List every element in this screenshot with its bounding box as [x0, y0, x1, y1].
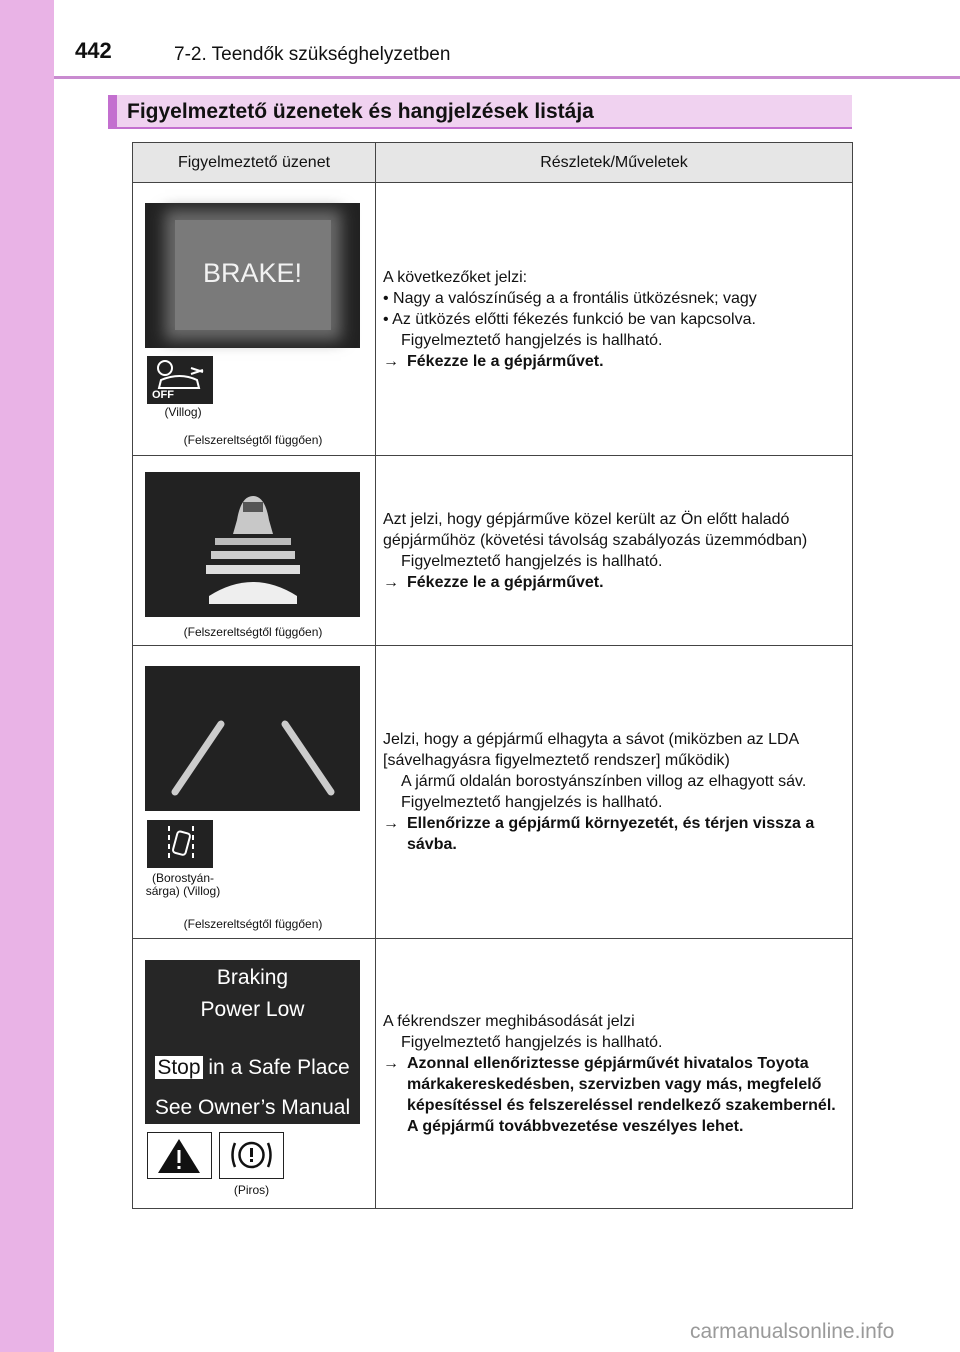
detail-action: → Ellenőrizze a gépjármű környezetét, és térjen vissza a sávba. [383, 815, 815, 853]
table-header-row [133, 143, 853, 183]
icon-caption: (Piros) [233, 1183, 270, 1197]
equipment-note: (Felszereltségtől függően) [183, 917, 323, 931]
detail-intro: A fékrendszer meghibásodását jelzi [383, 1012, 635, 1030]
brake-system-icon [219, 1132, 284, 1179]
table-row [133, 939, 853, 1209]
section-title-text: Figyelmeztető üzenetek és hangjelzések listája [127, 100, 594, 123]
side-tab [0, 0, 54, 1352]
table-row [133, 456, 853, 646]
warning-triangle-icon [147, 1132, 212, 1179]
table-row [133, 183, 853, 456]
pcs-off-icon [147, 356, 213, 404]
message-cell [133, 646, 376, 939]
icon-caption: (Borostyán-sárga) (Villog) [145, 871, 221, 898]
details-cell [376, 939, 853, 1209]
screen-line: Stop in a Safe Place [157, 1056, 350, 1079]
message-cell [133, 456, 376, 646]
page-header [54, 0, 960, 79]
lane-departure-screen [145, 666, 360, 811]
watermark: carmanualsonline.info [690, 1320, 895, 1343]
detail-sound: Figyelmeztető hangjelzés is hallható. [401, 1033, 663, 1051]
detail-sound: Figyelmeztető hangjelzés is hallható. [401, 331, 663, 349]
detail-intro: Azt jelzi, hogy gépjárműve közel került az Ön előtt haladó gépjárműhöz (követési távolság szabályozás üzemmódban) [383, 510, 808, 549]
car-ahead-icon [145, 472, 360, 617]
lane-lines-icon [145, 666, 360, 811]
screen-line: Braking [216, 966, 289, 989]
detail-action: → Fékezze le a gépjárművet. [383, 352, 604, 370]
message-cell [133, 183, 376, 456]
screen-line: Power Low [200, 998, 305, 1021]
detail-action: → Azonnal ellenőriztesse gépjárművét hivatalos Toyota márkakereskedésben, szervizben vagy más, megfelelő képesítéssel és felszereléssel rendelkező szakembernél. A gépjármű továbbvezetése veszélyes lehet. [383, 1054, 836, 1135]
screen-line: See Owner’s Manual [154, 1096, 351, 1119]
detail-text: A jármű oldalán borostyánszínben villog az elhagyott sáv. [401, 773, 807, 790]
icon-caption: (Villog) [164, 405, 202, 419]
detail-intro: A következőket jelzi: [383, 268, 528, 286]
detail-action: → Fékezze le a gépjárművet. [383, 573, 604, 591]
message-cell [133, 939, 376, 1209]
warning-table [132, 142, 853, 1209]
page-number: 442 [75, 38, 112, 63]
detail-intro: Jelzi, hogy a gépjármű elhagyta a sávot (miközben az LDA [sávelhagyásra figyelmeztető rendszer] működik) [383, 731, 799, 769]
column-header-message: Figyelmeztető üzenet [133, 143, 376, 183]
details-cell [376, 183, 853, 456]
equipment-note: (Felszereltségtől függően) [183, 625, 323, 639]
brake-warning-screen [145, 203, 360, 348]
chapter-title: 7-2. Teendők szükséghelyzetben [174, 44, 451, 65]
details-cell [376, 646, 853, 939]
brake-screen-text: BRAKE! [202, 258, 303, 288]
detail-sound: Figyelmeztető hangjelzés is hallható. [401, 794, 663, 811]
arrow-icon: → [383, 573, 399, 591]
distance-warning-screen [145, 472, 360, 617]
arrow-icon: → [383, 352, 399, 370]
detail-bullet: • Nagy a valószínűség a a frontális ütközésnek; vagy [383, 289, 757, 307]
arrow-icon: → [383, 815, 399, 832]
braking-power-screen [145, 960, 360, 1124]
table-row [133, 646, 853, 939]
section-title [108, 95, 852, 129]
off-label: OFF [152, 389, 174, 401]
details-cell [376, 456, 853, 646]
detail-bullet: • Az ütközés előtti fékezés funkció be van kapcsolva. [383, 310, 756, 328]
column-header-details: Részletek/Műveletek [376, 143, 853, 183]
lda-icon [147, 820, 213, 868]
arrow-icon: → [383, 1054, 399, 1072]
detail-sound: Figyelmeztető hangjelzés is hallható. [401, 552, 663, 570]
equipment-note: (Felszereltségtől függően) [183, 433, 323, 447]
